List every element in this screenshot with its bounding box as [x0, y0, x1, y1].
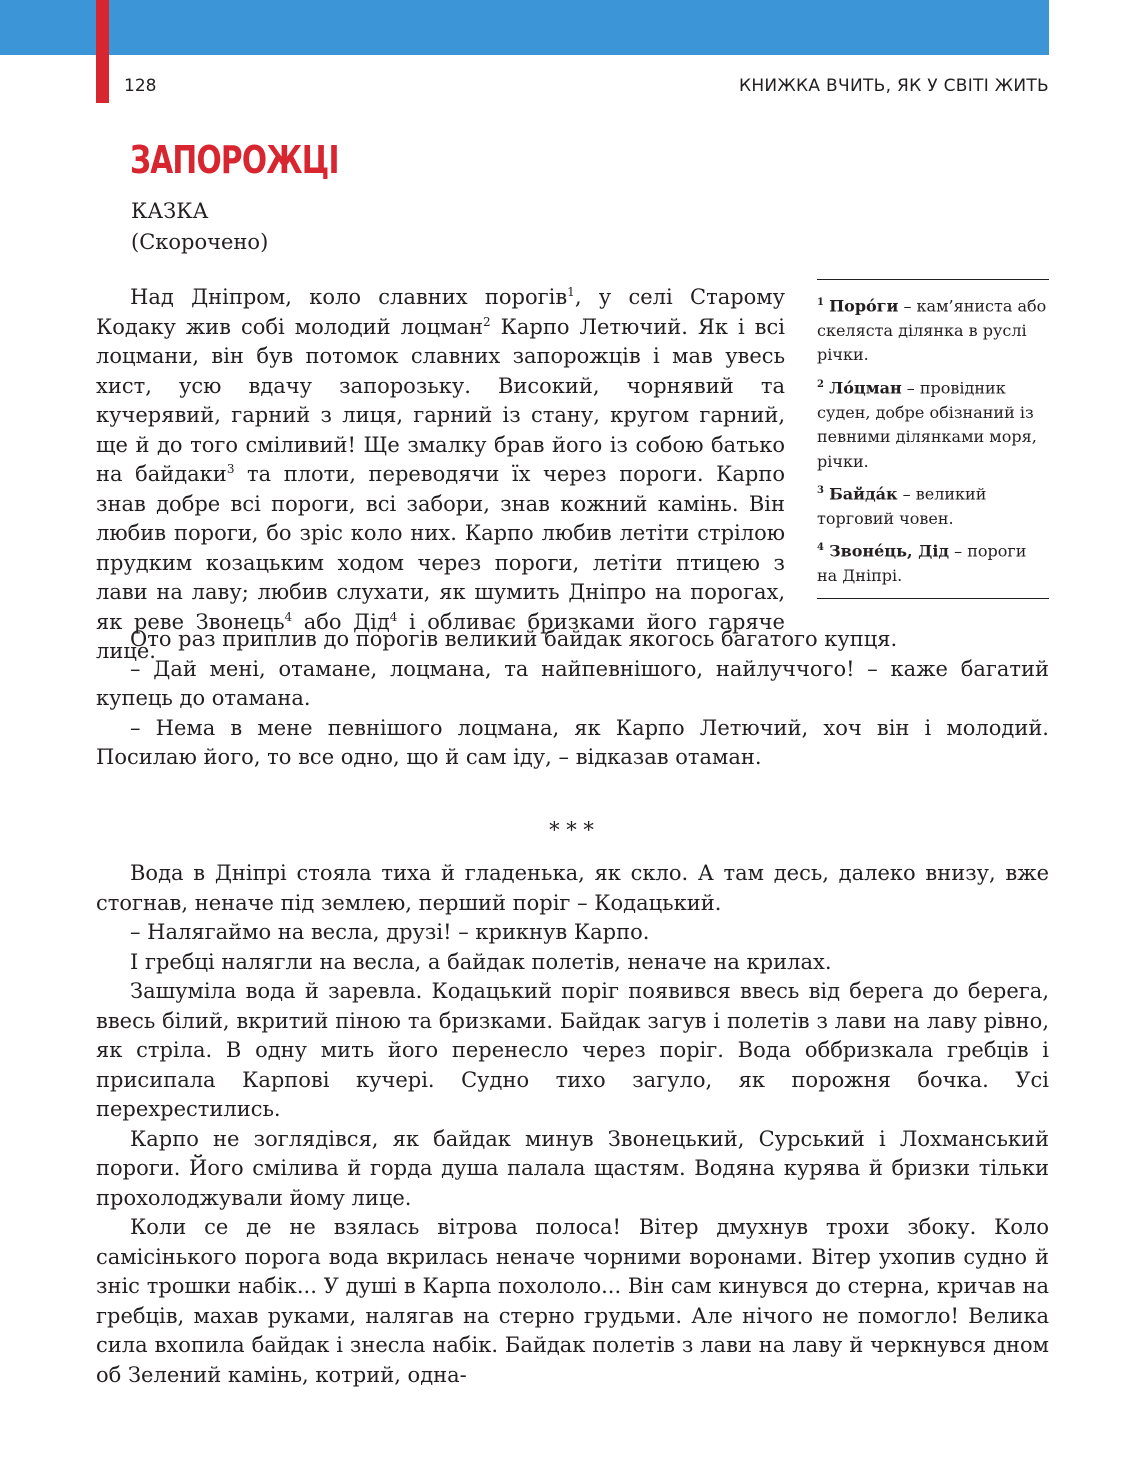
text-section-2 — [96, 859, 1049, 1390]
footnote-term: Ло́цман — [829, 378, 902, 398]
paragraph: Вода в Дніпрі стояла тиха й гладенька, як скло. А там десь, далеко внизу, вже стогнав, неначе під землею, перший поріг – Кодацький. — [96, 861, 1049, 915]
footnotes-box — [817, 279, 1049, 599]
subtitle — [131, 196, 268, 258]
footnote-term: Байда́к — [829, 484, 898, 504]
opening-paragraph: Над Дніпром, коло славних порогів$^1$, у селі Старому Кодаку жив собі молодий лоцман$^2$ Карпо Летючий. Як і всі лоцмани, він був потомок славних запорожців і мав увесь хист, усю вдачу запорозьку. Високий, чорнявий та кучерявий, гарний з лиця, гарний із стану, кругом гарний, ще й до того сміливий! Ще змалку брав його із собою батько на байдаки$^3$ та плоти, переводячи їх через пороги. Карпо знав добре всі пороги, всі забори, знав кожний камінь. Він любив пороги, бо зріс коло них. Карпо любив летіти стрілою прудким козацьким ходом через пороги, летіти птицею з лави на лаву; любив слухати, як шумить Дніпро на порогах, як реве Звонець$^4$ або Дід$^4$ і обливає бризками його гаряче лице. — [96, 285, 785, 663]
footnote: $^4$ Звоне́ць, Дід – пороги на Дніпрі. — [817, 541, 1027, 586]
paragraph: І гребці налягли на весла, а байдак полетів, неначе на крилах. — [130, 949, 832, 974]
section-separator: * * * — [549, 818, 594, 842]
footnote-term: Поро́ги — [829, 296, 899, 316]
footnote-definition: – провідник суден, добре обізнаний із певними ділянками моря, річки. — [817, 378, 1037, 471]
page-title: ЗАПОРОЖЦІ — [130, 138, 339, 182]
paragraph: Карпо не зоглядівся, як байдак минув Звонецький, Сурський і Лохманський пороги. Його смілива й горда душа палала щастям. Водяна курява й бризки тільки прохолоджували йому лице. — [96, 1126, 1049, 1210]
genre-label: КАЗКА — [131, 199, 209, 223]
paragraph: Ото раз приплив до порогів великий байдак якогось багатого купця. — [130, 627, 898, 651]
footnote-definition: – пороги на Дніпрі. — [817, 541, 1027, 586]
page-edge-marker — [96, 0, 109, 103]
footnote: $^3$ Байда́к – великий торговий човен. — [817, 484, 987, 528]
footnote: $^1$ Поро́ги – кам’яниста або скеляста ділянка в руслі річки. — [817, 296, 1047, 365]
footnote-term: Звоне́ць, Дід — [829, 541, 950, 561]
footnote: $^2$ Ло́цман – провідник суден, добре обізнаний із певними ділянками моря, річки. — [817, 378, 1037, 471]
running-title: КНИЖКА ВЧИТЬ, ЯК У СВІТІ ЖИТЬ — [738, 76, 1049, 96]
paragraph: – Налягаймо на весла, друзі! – крикнув Карпо. — [130, 920, 650, 944]
header-color-bar — [0, 0, 1049, 55]
footnote-definition: – кам’яниста або скеляста ділянка в руслі річки. — [817, 296, 1047, 365]
paragraph: – Нема в мене певнішого лоцмана, як Карпо Летючий, хоч він і молодий. Посилаю його, то все одно, що й сам іду, – відказав отаман. — [96, 715, 1049, 769]
footnote-definition: – великий торговий човен. — [817, 484, 987, 528]
paragraph: Зашуміла вода й заревла. Кодацький поріг появився ввесь від берега до берега, ввесь білий, вкритий піною та бризками. Байдак загув і полетів з лави на лаву рівно, як стріла. В одну мить його перенесло через поріг. Вода оббризкала гребців і присипала Карпові кучері. Судно тихо загуло, як порожня бочка. Усі перехрестились. — [96, 979, 1049, 1121]
text-section-1 — [96, 625, 1049, 773]
page-number: 128 — [124, 76, 157, 96]
abridged-note: (Скорочено) — [131, 230, 269, 254]
paragraph: Коли се де не взялась вітрова полоса! Вітер дмухнув трохи збоку. Коло самісінького порога вода вкрилась неначе чорними воронами. Вітер ухопив судно й зніс трошки набік... У душі в Карпа похололо... Він сам кинувся до стерна, кричав на гребців, махав руками, налягав на стерно грудьми. Але нічого не помогло! Велика сила вхопила байдак і знесла набік. Байдак полетів з лави на лаву й черкнувся дном об Зелений камінь, котрий, одна- — [96, 1215, 1049, 1387]
paragraph: – Дай мені, отамане, лоцмана, та найпевнішого, найлуччого! – каже багатий купець до отамана. — [96, 656, 1049, 710]
